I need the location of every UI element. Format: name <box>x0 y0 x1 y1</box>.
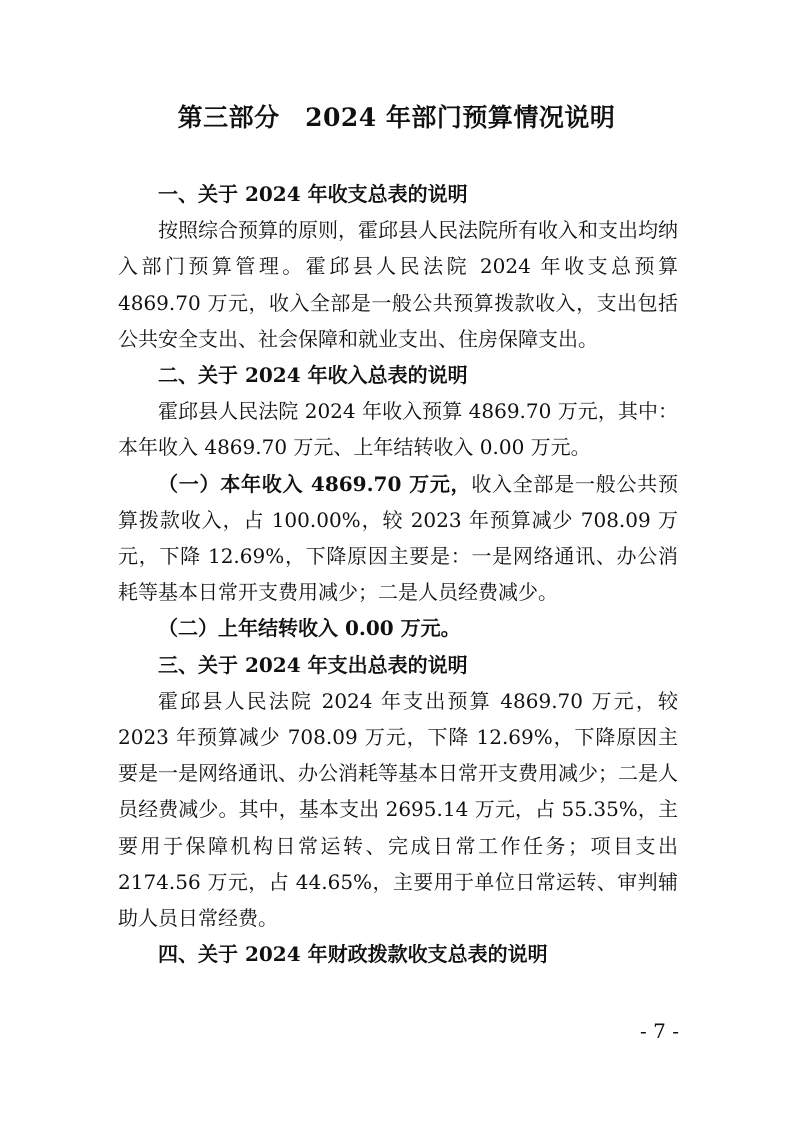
section-paragraph-2: 霍邱县人民法院 2024 年收入预算 4869.70 万元，其中：本年收入 4869.70 万元、上年结转收入 0.00 万元。 <box>118 399 678 460</box>
section-heading-2: 二、关于 2024 年收入总表的说明 <box>158 363 468 388</box>
item-bold-current-year-income: （一）本年收入 4869.70 万元， <box>158 471 472 496</box>
page-number: - 7 - <box>640 1019 679 1043</box>
section-heading-1: 一、关于 2024 年收支总表的说明 <box>158 182 468 206</box>
section-heading-3: 三、关于 2024 年支出总表的说明 <box>158 652 468 677</box>
section-heading-4: 四、关于 2024 年财政拨款收支总表的说明 <box>158 942 548 967</box>
document-body <box>118 176 678 972</box>
item-bold-prior-year-carryover: （二）上年结转收入 0.00 万元。 <box>158 616 461 641</box>
page-title: 第三部分 2024 年部门预算情况说明 <box>177 103 616 132</box>
section-paragraph-1: 按照综合预算的原则，霍邱县人民法院所有收入和支出均纳入部门预算管理。霍邱县人民法院 2024 年收支总预算 4869.70 万元，收入全部是一般公共预算拨款收入，支出包括公共安全支出、社会保障和就业支出、住房保障支出。 <box>118 218 678 351</box>
section-paragraph-3: 霍邱县人民法院 2024 年支出预算 4869.70 万元，较 2023 年预算减少 708.09 万元，下降 12.69%，下降原因主要是一是网络通讯、办公消耗等基本日常开支费用减少；二是人员经费减少。其中，基本支出 2695.14 万元，占 55.35%，主要用于保障机构日常运转、完成日常工作任务；项目支出 2174.56 万元，占 44.65%，主要用于单位日常运转、审判辅助人员日常经费。 <box>118 688 678 931</box>
item-text-current-year-income: 收入全部是一般公共预算拨款收入，占 100.00%，较 2023 年预算减少 708.09 万元，下降 12.69%，下降原因主要是：一是网络通讯、办公消耗等基本日常开支费用减少；二是人员经费减少。 <box>118 471 679 605</box>
section-item-current-year-income <box>118 466 678 611</box>
section-item-prior-year-carryover <box>118 610 678 646</box>
